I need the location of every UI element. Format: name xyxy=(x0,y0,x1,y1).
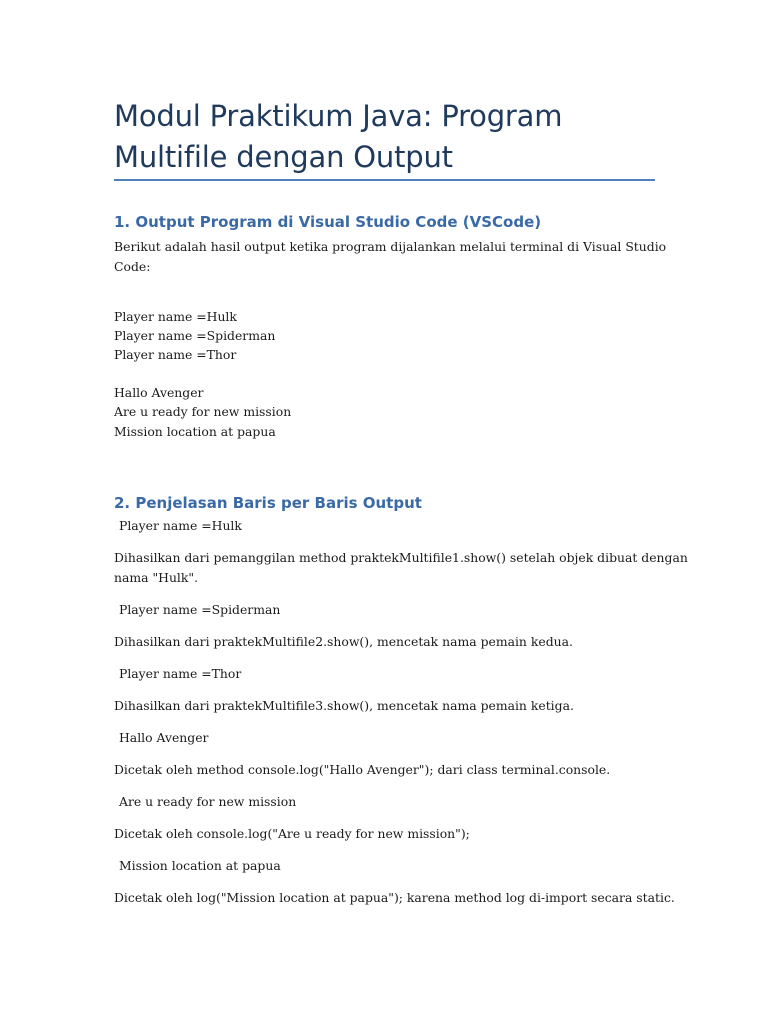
output-line: Player name =Thor xyxy=(114,347,237,362)
section-1-intro-line-1: Berikut adalah hasil output ketika program dijalankan melalui terminal di Visual Studio xyxy=(114,239,667,254)
page-title xyxy=(114,96,659,178)
output-line: Are u ready for new mission xyxy=(114,404,292,419)
explanation-line: Dicetak oleh log("Mission location at papua"); karena method log di-import secara static. xyxy=(114,890,675,905)
output-line: Player name =Hulk xyxy=(114,309,237,324)
output-line: Mission location at papua xyxy=(114,424,276,439)
explanation-paragraph xyxy=(114,548,688,587)
section-1-intro-line-2: Code: xyxy=(114,258,151,274)
title-divider xyxy=(114,179,655,181)
explained-output-line: Mission location at papua xyxy=(119,858,281,873)
output-line: Hallo Avenger xyxy=(114,385,204,400)
section-1-heading: 1. Output Program di Visual Studio Code (VSCode) xyxy=(114,213,542,231)
explained-output-line: Player name =Spiderman xyxy=(119,602,281,617)
explained-output-line: Player name =Hulk xyxy=(119,518,242,533)
explanation-line: Dihasilkan dari pemanggilan method praktekMultifile1.show() setelah objek dibuat dengan xyxy=(114,550,688,565)
section-1-intro xyxy=(114,237,667,276)
explanation-line: Dicetak oleh method console.log("Hallo Avenger"); dari class terminal.console. xyxy=(114,762,611,777)
section-2-heading: 2. Penjelasan Baris per Baris Output xyxy=(114,494,422,512)
explained-output-line: Player name =Thor xyxy=(119,666,242,681)
explained-output-line: Are u ready for new mission xyxy=(119,794,297,809)
explained-output-line: Hallo Avenger xyxy=(119,730,209,745)
output-line: Player name =Spiderman xyxy=(114,328,276,343)
explanation-line: Dihasilkan dari praktekMultifile2.show(), mencetak nama pemain kedua. xyxy=(114,634,573,649)
explanation-line: nama "Hulk". xyxy=(114,569,199,585)
page-title-line-1: Modul Praktikum Java: Program xyxy=(114,99,563,133)
page-title-line-2: Multifile dengan Output xyxy=(114,140,453,174)
explanation-line: Dihasilkan dari praktekMultifile3.show(), mencetak nama pemain ketiga. xyxy=(114,698,574,713)
explanation-line: Dicetak oleh console.log("Are u ready for new mission"); xyxy=(114,826,470,841)
